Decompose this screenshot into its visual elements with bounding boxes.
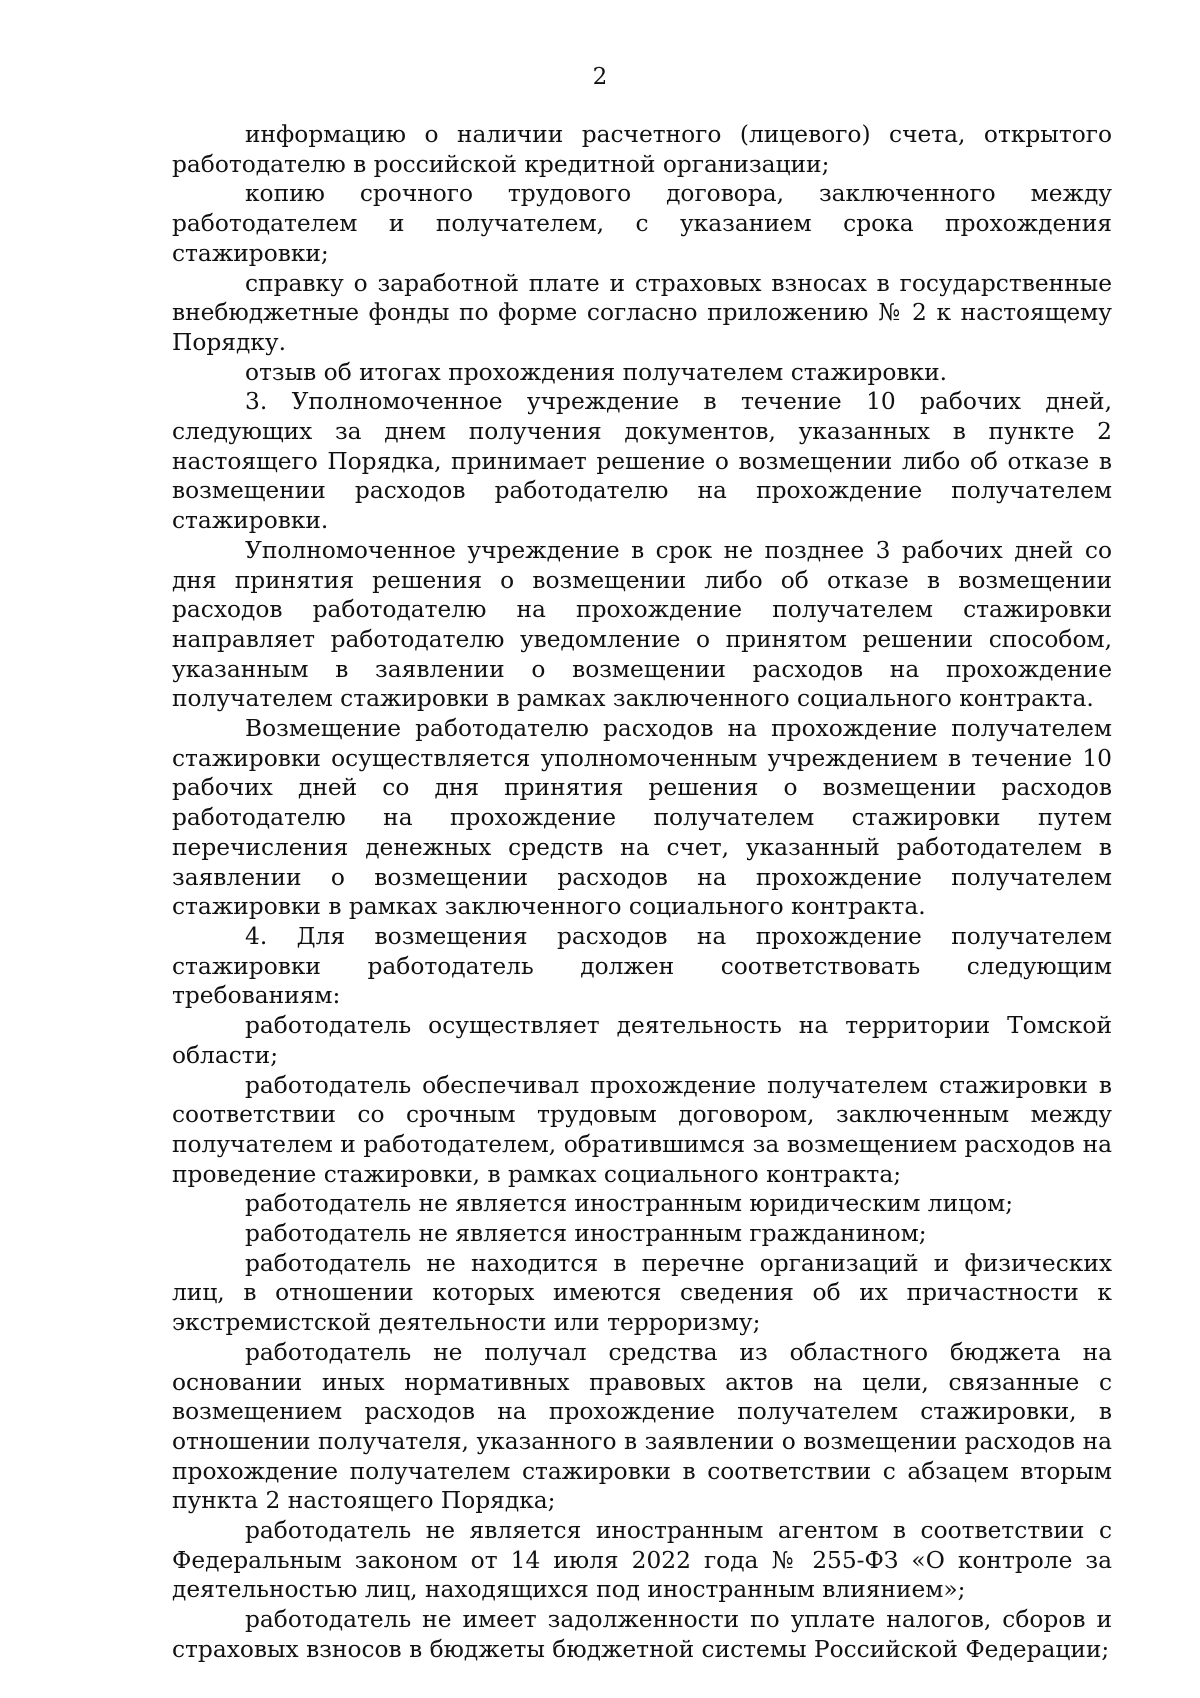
page-number: 2 — [592, 64, 608, 90]
paragraph-bank-account-info: информацию о наличии расчетного (лицевого) счета, открытого работодателю в российской кредитной организации; — [172, 121, 1112, 178]
paragraph-reimbursement-transfer: Возмещение работодателю расходов на прохождение получателем стажировки осуществляется уполномоченным учреждением в течение 10 рабочих дней со дня принятия решения о возмещении расходов работодателю на прохождение получателем стажировки путем перечисления денежных средств на счет, указанный работодателем в заявлении о возмещении расходов на прохождение получателем стажировки в рамках заключенного социального контракта. — [172, 715, 1112, 921]
paragraph-requirement-no-other-funds: работодатель не получал средства из областного бюджета на основании иных нормативных правовых актов на цели, связанные с возмещением расходов на прохождение получателем стажировки, в отношении получателя, указанного в заявлении о возмещении расходов на прохождение получателем стажировки в соответствии с абзацем вторым пункта 2 настоящего Порядка; — [172, 1338, 1112, 1515]
paragraph-requirement-not-foreign-agent: работодатель не является иностранным агентом в соответствии с Федеральным законом от 14 июля 2022 года № 255-ФЗ «О контроле за деятельностью лиц, находящихся под иностранным влиянием»; — [172, 1517, 1112, 1604]
paragraph-internship-review: отзыв об итогах прохождения получателем стажировки. — [245, 358, 948, 386]
document-body — [172, 120, 1112, 1665]
paragraph-requirement-not-extremist-list: работодатель не находится в перечне организаций и физических лиц, в отношении которых имеются сведения об их причастности к экстремистской деятельности или терроризму; — [172, 1249, 1112, 1337]
paragraph-requirement-no-tax-debt: работодатель не имеет задолженности по уплате налогов, сборов и страховых взносов в бюджеты бюджетной системы Российской Федерации; — [172, 1606, 1112, 1663]
paragraph-item-3-decision: 3. Уполномоченное учреждение в течение 10 рабочих дней, следующих за днем получения документов, указанных в пункте 2 настоящего Порядка, принимает решение о возмещении либо об отказе в возмещении расходов работодателю на прохождение получателем стажировки. — [172, 388, 1112, 535]
paragraph-requirement-internship-provided: работодатель обеспечивал прохождение получателем стажировки в соответствии со срочным трудовым договором, заключенным между получателем и работодателем, обратившимся за возмещением расходов на проведение стажировки, в рамках социального контракта; — [172, 1071, 1112, 1188]
paragraph-requirement-not-foreign-entity: работодатель не является иностранным юридическим лицом; — [245, 1190, 1014, 1218]
paragraph-item-4-requirements: 4. Для возмещения расходов на прохождение получателем стажировки работодатель должен соответствовать следующим требованиям: — [172, 922, 1112, 1010]
paragraph-requirement-not-foreign-citizen: работодатель не является иностранным гражданином; — [245, 1220, 927, 1248]
paragraph-employment-contract-copy: копию срочного трудового договора, заключенного между работодателем и получателем, с указанием срока прохождения стажировки; — [172, 180, 1112, 267]
paragraph-notification: Уполномоченное учреждение в срок не позднее 3 рабочих дней со дня принятия решения о возмещении либо об отказе в возмещении расходов работодателю на прохождение получателем стажировки направляет работодателю уведомление о принятом решении способом, указанным в заявлении о возмещении расходов на прохождение получателем стажировки в рамках заключенного социального контракта. — [172, 536, 1112, 713]
paragraph-salary-certificate: справку о заработной плате и страховых взносах в государственные внебюджетные фонды по форме согласно приложению № 2 к настоящему Порядку. — [172, 269, 1112, 356]
paragraph-requirement-territory: работодатель осуществляет деятельность на территории Томской области; — [172, 1012, 1112, 1069]
